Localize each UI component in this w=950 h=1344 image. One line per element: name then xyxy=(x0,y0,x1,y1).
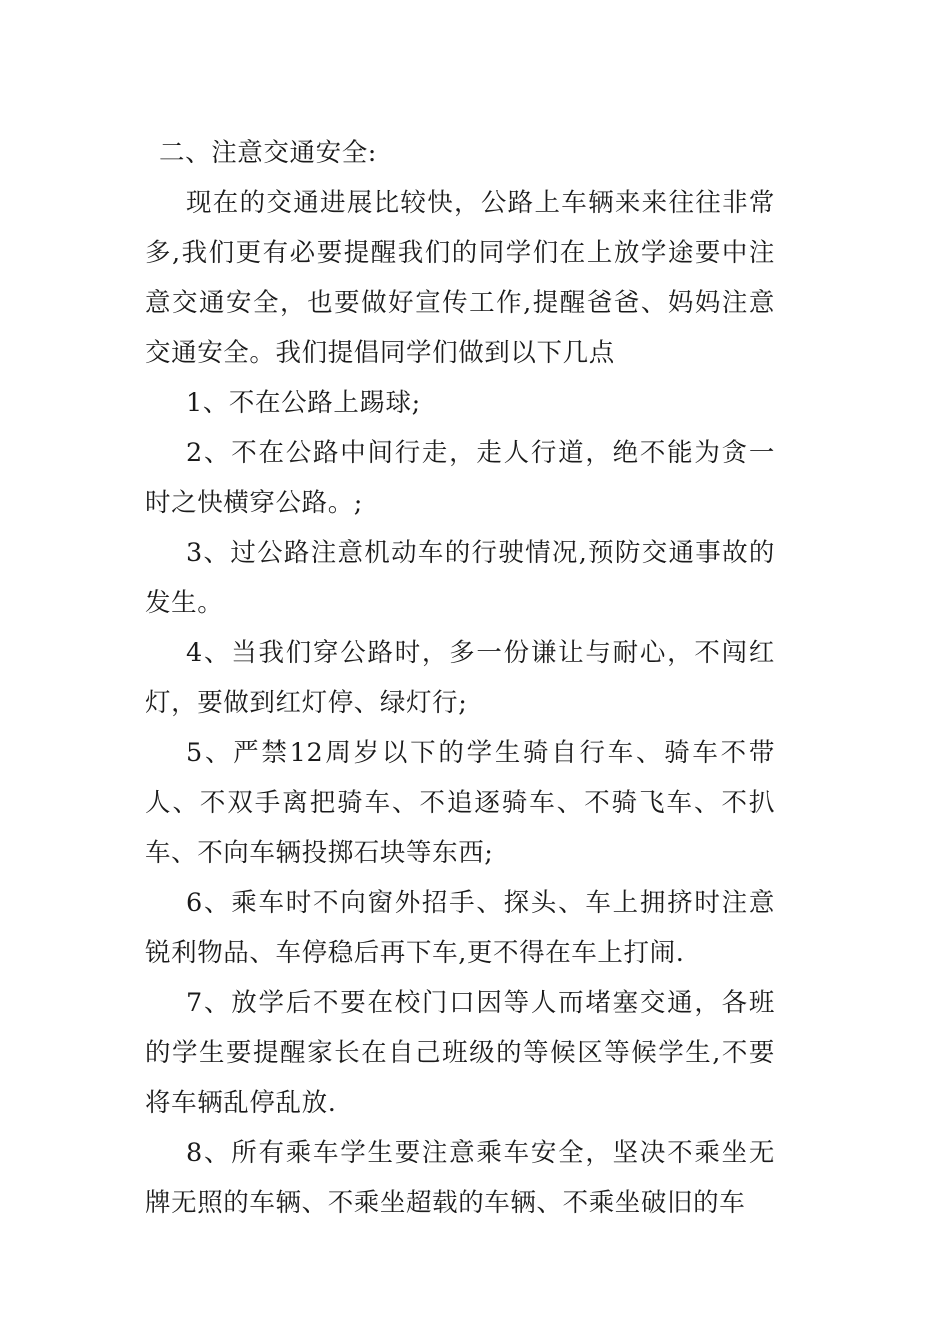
rule-item-4: 4、当我们穿公路时，多一份谦让与耐心，不闯红灯，要做到红灯停、绿灯行; xyxy=(145,638,775,718)
rule-item-8: 8、所有乘车学生要注意乘车安全，坚决不乘坐无牌无照的车辆、不乘坐超载的车辆、不乘坐破旧的车 xyxy=(145,1138,775,1218)
document-body xyxy=(145,128,775,1228)
rule-item-1: 1、不在公路上踢球; xyxy=(186,388,421,418)
rule-item-6: 6、乘车时不向窗外招手、探头、车上拥挤时注意锐利物品、车停稳后再下车,更不得在车上打闹. xyxy=(145,888,775,968)
rule-item-7: 7、放学后不要在校门口因等人而堵塞交通，各班的学生要提醒家长在自己班级的等候区等候学生,不要将车辆乱停乱放. xyxy=(145,988,775,1118)
rule-item-5: 5、严禁12周岁以下的学生骑自行车、骑车不带人、不双手离把骑车、不追逐骑车、不骑飞车、不扒车、不向车辆投掷石块等东西; xyxy=(145,738,775,868)
rule-item-2: 2、不在公路中间行走，走人行道，绝不能为贪一时之快横穿公路。; xyxy=(145,438,775,518)
section-heading: 二、注意交通安全: xyxy=(159,138,377,168)
intro-paragraph: 现在的交通进展比较快，公路上车辆来来往往非常多,我们更有必要提醒我们的同学们在上放学途要中注意交通安全，也要做好宣传工作,提醒爸爸、妈妈注意交通安全。我们提倡同学们做到以下几点 xyxy=(145,188,775,368)
rule-item-3: 3、过公路注意机动车的行驶情况,预防交通事故的发生。 xyxy=(145,538,775,618)
